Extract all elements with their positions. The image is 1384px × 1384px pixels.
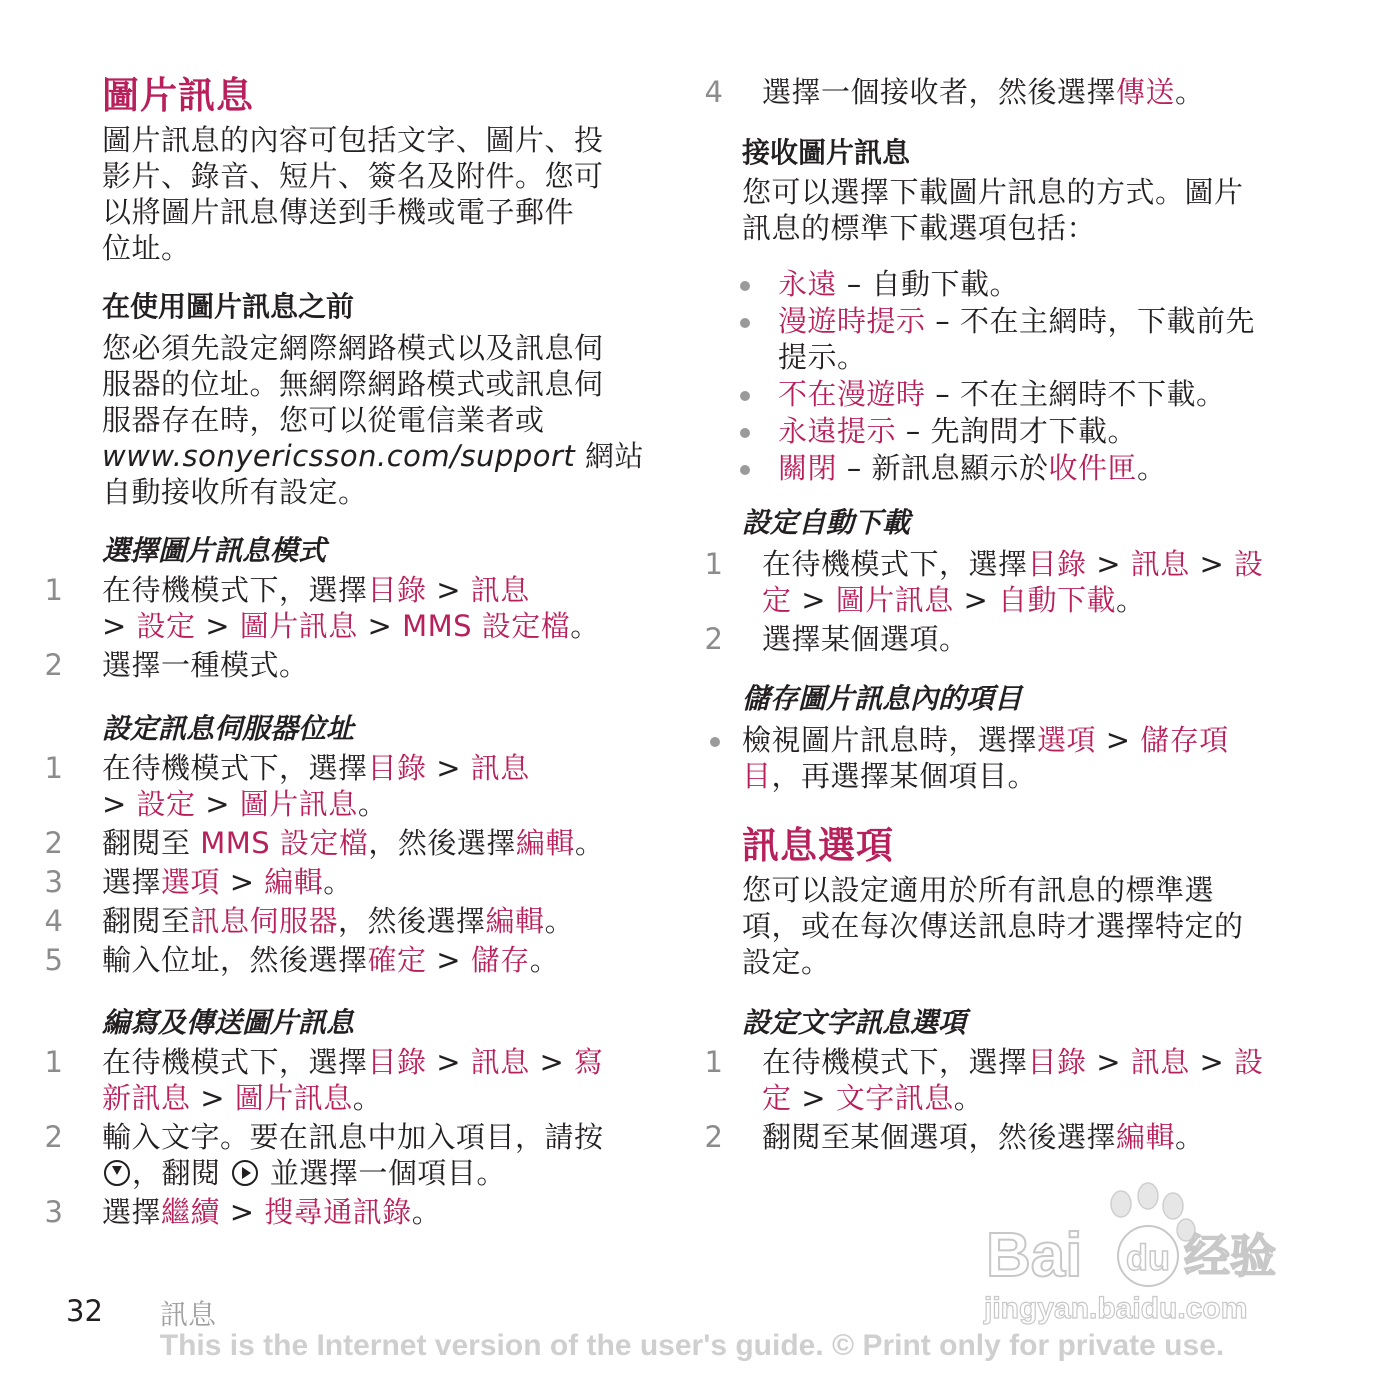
svg-text:du: du [1126,1237,1170,1278]
menu-link: 儲存 [470,943,530,977]
menu-link: 目錄 [367,751,427,785]
body-line: 您可以選擇下載圖片訊息的方式。圖片 [742,175,1244,209]
step-item: 1 在待機模式下，選擇目錄 > 訊息 > 設定 > 圖片訊息。 [44,751,530,821]
menu-link: 選項 [161,865,221,899]
step-item: 4 翻閱至訊息伺服器，然後選擇編輯。 [44,904,575,938]
svg-text:Bai: Bai [986,1221,1083,1290]
menu-link: 訊息 [470,1045,530,1079]
step-item: 2 輸入文字。要在訊息中加入項目，請按 ，翻閱 並選擇一個項目。 [44,1120,604,1190]
menu-link: 目錄 [1027,1045,1087,1079]
page-title: 圖片訊息 [102,74,254,117]
menu-link: 圖片訊息 [239,787,358,821]
right-arrow-key-icon [232,1160,258,1186]
menu-link: MMS 設定檔 [402,609,571,643]
section-receive [742,136,1244,246]
menu-link: 目錄 [1027,547,1087,581]
step-item: 3 選擇繼續 > 搜尋通訊錄。 [44,1195,442,1229]
svg-text:jingyan.baidu.com: jingyan.baidu.com [984,1292,1248,1325]
menu-link: 定 [762,1081,792,1115]
body-line: 您必須先設定網際網路模式以及訊息伺 [102,331,604,365]
body-line: 項，或在每次傳送訊息時才選擇特定的 [742,909,1244,943]
bullet [710,737,720,747]
save-items-list [690,722,1370,795]
heading-text-options: 設定文字訊息選項 [742,1006,967,1039]
steps-continued [704,74,1364,113]
menu-link: 傳送 [1116,75,1176,109]
bullet [740,428,750,438]
steps-select-mode [44,572,664,686]
menu-link: 目錄 [367,1045,427,1079]
menu-link: 編輯 [264,865,324,899]
menu-link: 繼續 [161,1195,221,1229]
menu-link: 訊息 [470,751,530,785]
menu-link: 圖片訊息 [835,583,954,617]
menu-link: 自動下載 [998,583,1117,617]
menu-link: 訊息 [1130,1045,1190,1079]
heading-select-mode: 選擇圖片訊息模式 [102,534,327,567]
menu-link: 圖片訊息 [234,1081,353,1115]
bullet [740,281,750,291]
footer-section-name: 訊息 [160,1298,217,1331]
menu-link: 編輯 [515,826,575,860]
body-line: 自動接收所有設定。 [102,475,368,509]
menu-link: 編輯 [485,904,545,938]
menu-link: 設 [1234,1045,1264,1079]
menu-link: 目 [742,759,772,793]
menu-link: 搜尋通訊錄 [264,1195,412,1229]
step-item: 1 在待機模式下，選擇目錄 > 訊息 > 設 定 > 圖片訊息 > 自動下載。 [704,547,1264,617]
step-item: 2 選擇某個選項。 [704,622,969,656]
menu-link: 訊息伺服器 [190,904,339,938]
step-item: 1 在待機模式下，選擇目錄 > 訊息 > 寫 新訊息 > 圖片訊息。 [44,1045,604,1115]
bullet [740,318,750,328]
list-item: 不在漫遊時 – 不在主網時不下載。 [690,376,1370,412]
menu-link: 設定 [136,609,196,643]
steps-compose-send [44,1044,664,1233]
menu-link: 選項 [1037,723,1097,757]
step-item: 4 選擇一個接收者，然後選擇傳送。 [704,75,1205,109]
section-before-use [102,290,644,510]
menu-link: 文字訊息 [835,1081,954,1115]
menu-link: MMS 設定檔 [200,826,369,860]
menu-link: 寫 [574,1045,604,1079]
intro-line: 以將圖片訊息傳送到手機或電子郵件 [102,195,575,229]
body-line: 服器的位址。無網際網路模式或訊息伺 [102,367,604,401]
menu-link: 訊息 [1130,547,1190,581]
menu-link: 目錄 [367,573,427,607]
list-item: 關閉 – 新訊息顯示於收件匣。 [690,450,1370,486]
menu-link: 設 [1234,547,1264,581]
step-item: 1 在待機模式下，選擇目錄 > 訊息 > 設定 > 圖片訊息 > MMS 設定檔。 [44,573,600,643]
heading-save-items: 儲存圖片訊息內的項目 [742,682,1023,715]
section-title: 訊息選項 [742,824,894,867]
steps-server-address [44,750,664,981]
menu-link: 圖片訊息 [239,609,358,643]
bullet [740,391,750,401]
list-item: 漫遊時提示 – 不在主網時，下載前先 提示。 [690,303,1370,375]
body-line: 服器存在時，您可以從電信業者或 [102,403,545,437]
menu-link: 定 [762,583,792,617]
page-number: 32 [66,1294,103,1328]
download-options-list [690,266,1370,487]
heading-server-address: 設定訊息伺服器位址 [102,712,355,745]
body-line: 設定。 [742,945,831,979]
step-item: 2 選擇一種模式。 [44,648,309,682]
step-item: 2 翻閱至某個選項，然後選擇編輯。 [704,1120,1205,1154]
step-item: 2 翻閱至 MMS 設定檔，然後選擇編輯。 [44,826,605,860]
intro-line: 圖片訊息的內容可包括文字、圖片、投 [102,123,604,157]
intro-line: 位址。 [102,231,191,265]
baidu-jingyan-watermark [978,1178,1308,1328]
svg-text:经验: 经验 [1184,1229,1276,1283]
body-line: www.sonyericsson.com/support 網站 [102,439,645,473]
steps-auto-download [704,546,1364,660]
heading-auto-download: 設定自動下載 [742,506,911,539]
section-picture-messages [102,74,604,266]
body-line: 您可以設定適用於所有訊息的標準選 [742,873,1215,907]
menu-link: 設定 [136,787,196,821]
steps-text-options [704,1044,1364,1158]
heading-compose-send: 編寫及傳送圖片訊息 [102,1006,355,1039]
subheading: 在使用圖片訊息之前 [102,290,355,323]
support-url: www.sonyericsson.com/support [102,439,576,473]
body-line: 訊息的標準下載選項包括： [742,211,1097,245]
menu-link: 編輯 [1116,1120,1176,1154]
menu-link: 訊息 [470,573,530,607]
menu-link: 新訊息 [102,1081,191,1115]
list-item: 檢視圖片訊息時，選擇選項 > 儲存項 目，再選擇某個項目。 [690,722,1370,794]
list-item: 永遠 – 自動下載。 [690,266,1370,302]
menu-link: 儲存項 [1140,723,1229,757]
menu-link: 確定 [367,943,427,977]
intro-line: 影片、錄音、短片、簽名及附件。您可 [102,159,604,193]
footer-disclaimer: This is the Internet version of the user's guide. © Print only for private use. [159,1329,1225,1362]
list-item: 永遠提示 – 先詢問才下載。 [690,413,1370,449]
step-item: 1 在待機模式下，選擇目錄 > 訊息 > 設 定 > 文字訊息。 [704,1045,1264,1115]
section-message-options [742,824,1372,980]
bullet [740,465,750,475]
step-item: 5 輸入位址，然後選擇確定 > 儲存。 [44,943,560,977]
subheading: 接收圖片訊息 [742,136,911,169]
step-item: 3 選擇選項 > 編輯。 [44,865,353,899]
navigation-key-icon [104,1160,130,1186]
